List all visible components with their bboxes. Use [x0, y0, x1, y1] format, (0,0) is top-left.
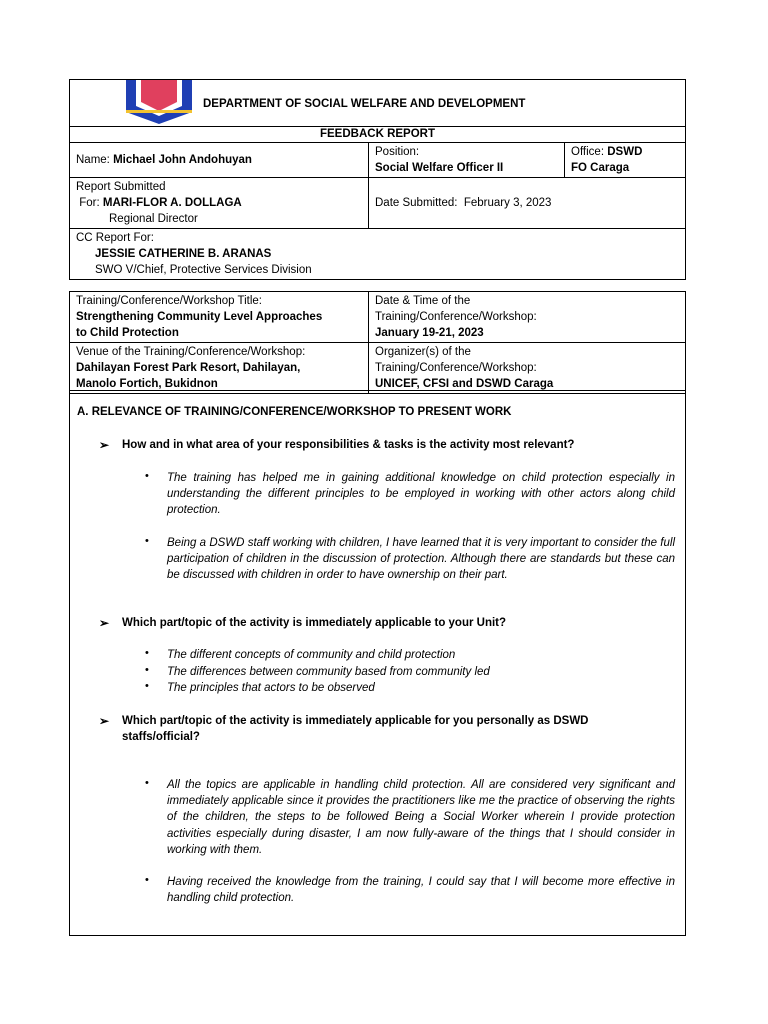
position-label: Position: [375, 146, 420, 158]
office-label: Office: [571, 146, 605, 158]
bullet-icon: • [145, 680, 149, 692]
bullet-text: The training has helped me in gaining additional knowledge on child protection especially in understanding the different principles to be employed in working with other actors along child protection. [167, 472, 675, 517]
date-submitted-value: February 3, 2023 [463, 197, 552, 209]
training-date-cell [369, 292, 686, 343]
report-title: FEEDBACK REPORT [70, 127, 686, 143]
training-date-label: Date & Time of the [375, 295, 471, 307]
name-value: Michael John Andohuyan [113, 154, 252, 166]
position-cell [369, 143, 565, 178]
name-label: Name: [76, 154, 110, 166]
bullet-text: Having received the knowledge from the training, I could say that I will become more effective in handling child protection. [167, 876, 675, 905]
section-title: A. RELEVANCE OF TRAINING/CONFERENCE/WORKSHOP TO PRESENT WORK [77, 406, 512, 418]
question-2-text: Which part/topic of the activity is immediately applicable to your Unit? [122, 617, 507, 629]
dswd-logo-icon [122, 80, 196, 124]
report-submitted-label: Report Submitted [76, 181, 166, 193]
organizer-label-2: Training/Conference/Workshop: [375, 362, 537, 374]
bullet-icon: • [145, 535, 149, 547]
bullet-icon: • [145, 647, 149, 659]
date-submitted-cell [369, 178, 686, 229]
training-title-label: Training/Conference/Workshop Title: [76, 295, 263, 307]
bullet-text: The principles that actors to be observed [167, 682, 375, 694]
bullet-icon: • [145, 777, 149, 789]
training-title-value: Strengthening Community Level Approaches [76, 311, 323, 323]
cc-label: CC Report For: [76, 232, 154, 244]
header-cell [70, 80, 686, 127]
department-name: DEPARTMENT OF SOCIAL WELFARE AND DEVELOPMENT [203, 98, 526, 110]
question-1-text: How and in what area of your responsibilities & tasks is the activity most relevant? [122, 439, 575, 451]
bullet-text: All the topics are applicable in handling child protection. All are considered very significant and immediately applicable since it provides the practitioners like me the practice of observing the rights of the children, the steps to be followed Being a Social Worker wherein I provide protection activities especially during disaster, I am now fully-aware of the things that I should consider in working with them. [167, 779, 675, 856]
training-info-table [69, 291, 686, 394]
office-value: DSWD [607, 146, 643, 158]
cc-title: SWO V/Chief, Protective Services Division [95, 264, 312, 276]
question-3-text: Which part/topic of the activity is immediately applicable for you personally as DSWD staffs/official? [122, 715, 589, 743]
venue-value: Dahilayan Forest Park Resort, Dahilayan, [76, 362, 301, 374]
venue-cell [70, 343, 369, 394]
for-label: For: [79, 197, 100, 209]
bullet-icon: • [145, 470, 149, 482]
training-title-value-2: to Child Protection [76, 327, 179, 339]
report-info-table [69, 79, 686, 280]
report-submitted-cell [70, 178, 369, 229]
relevance-section [69, 390, 686, 936]
name-cell [70, 143, 369, 178]
cc-cell [70, 229, 686, 280]
arrow-icon: ➢ [99, 714, 110, 728]
office-cell [565, 143, 686, 178]
arrow-icon: ➢ [99, 616, 110, 630]
arrow-icon: ➢ [99, 438, 110, 452]
venue-value-2: Manolo Fortich, Bukidnon [76, 378, 218, 390]
training-title-cell [70, 292, 369, 343]
for-value: MARI-FLOR A. DOLLAGA [102, 197, 242, 209]
date-submitted-label: Date Submitted: [375, 197, 458, 209]
office-value-2: FO Caraga [571, 162, 630, 174]
bullet-icon: • [145, 664, 149, 676]
bullet-text: The differences between community based from community led [167, 666, 490, 678]
bullet-text: The different concepts of community and child protection [167, 649, 456, 661]
venue-label: Venue of the Training/Conference/Workshop: [76, 346, 306, 358]
bullet-icon: • [145, 874, 149, 886]
training-date-label-2: Training/Conference/Workshop: [375, 311, 537, 323]
organizer-label: Organizer(s) of the [375, 346, 471, 358]
organizer-cell [369, 343, 686, 394]
cc-name: JESSIE CATHERINE B. ARANAS [95, 248, 272, 260]
position-value: Social Welfare Officer II [375, 162, 504, 174]
training-date-value: January 19-21, 2023 [375, 327, 484, 339]
organizer-value: UNICEF, CFSI and DSWD Caraga [375, 378, 554, 390]
bullet-text: Being a DSWD staff working with children, I have learned that it is very important to consider the full participation of children in the discussion of protection. Although there are standards but these can be discussed with children in order to have ownership on their part. [167, 537, 675, 582]
for-title: Regional Director [109, 213, 198, 225]
